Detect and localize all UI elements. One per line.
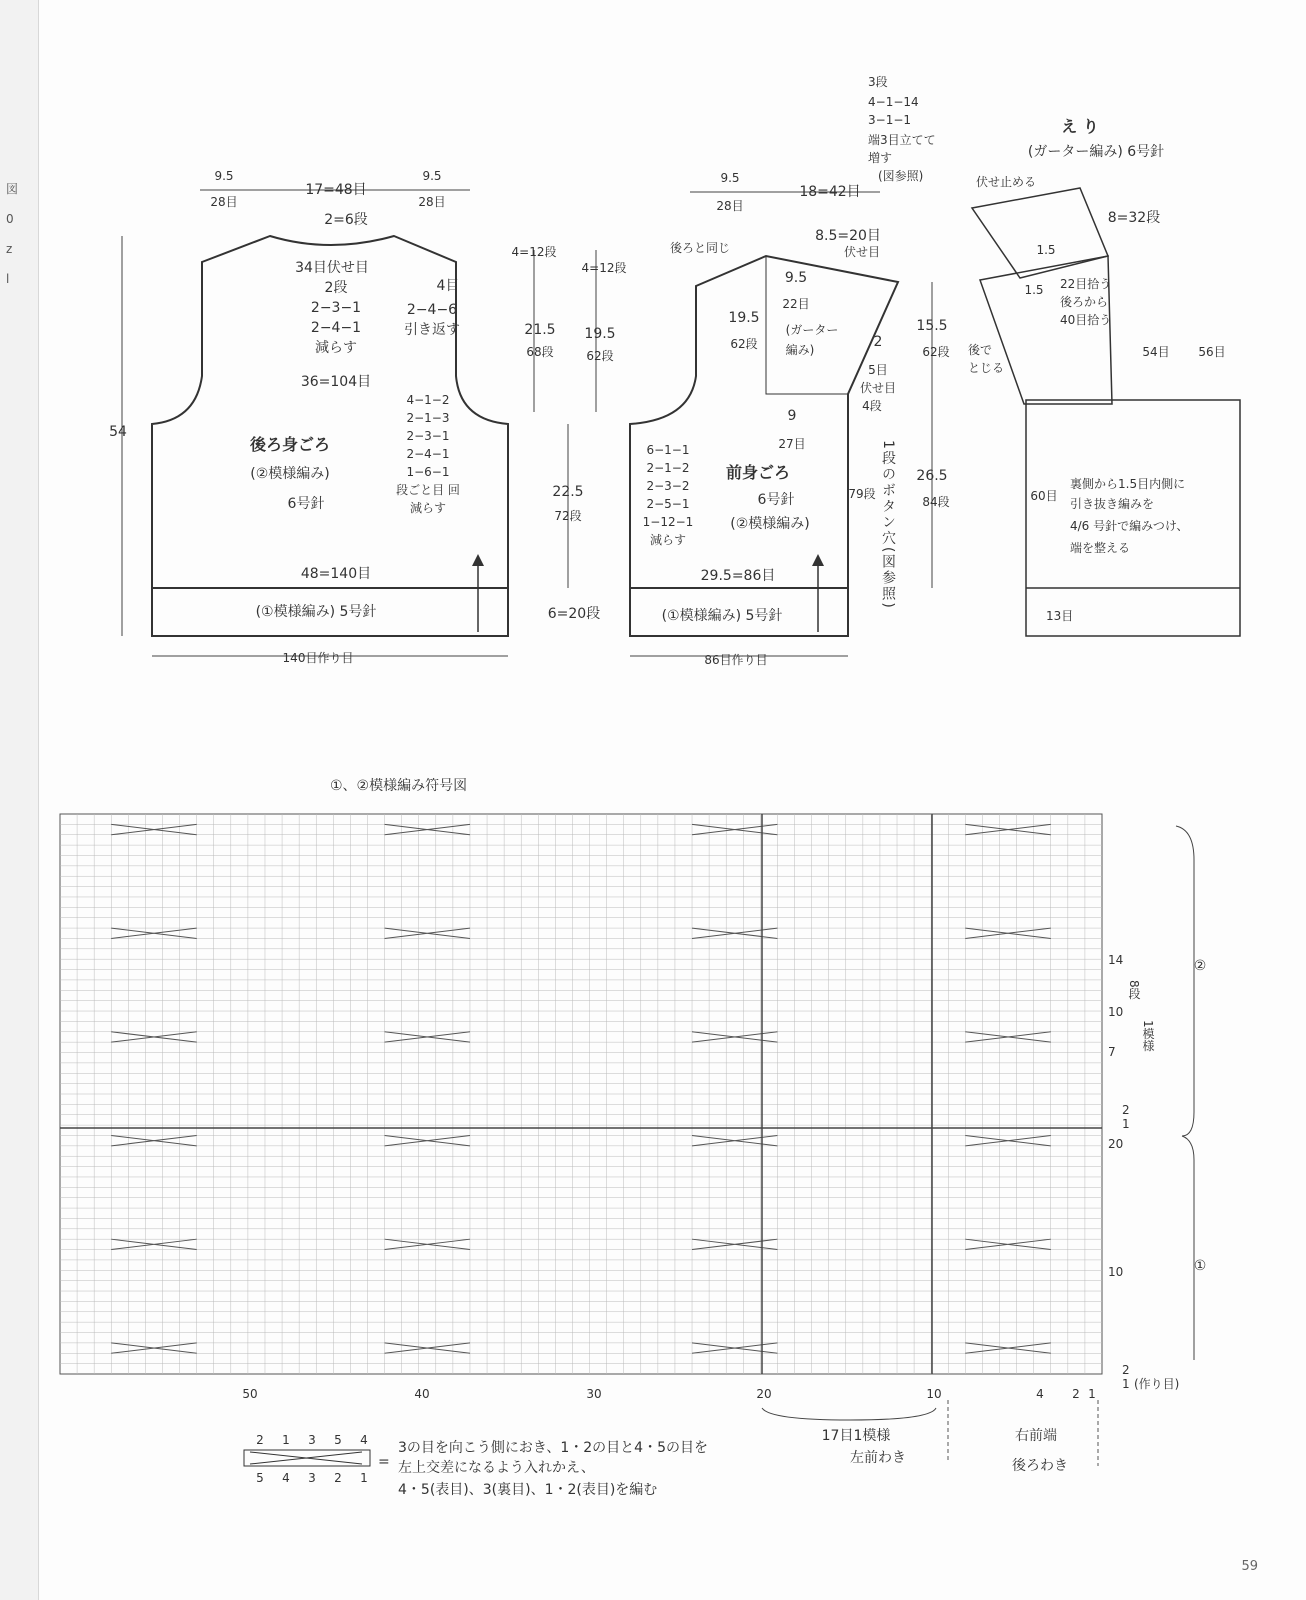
front-hem-pattern: (①模様編み) 5号針 [661,608,783,624]
cable-symbol [111,928,196,938]
col-label: 1 [1088,1387,1096,1401]
legend-bot: 4 [282,1471,290,1485]
front-width-top: 18=42目 [799,184,861,200]
cable-symbol [965,1135,1050,1145]
inc-note-1: 3段 [868,75,888,89]
shoulder-dec-2: 2−4−6 [406,302,458,318]
shoulder-dec-1: 4目 [436,278,460,294]
armhole-dec-6: 段ごと目 回 [396,483,460,497]
collar-note-3: 4/6 号針で編みつけ、 [1070,519,1189,533]
collar-rows: 8=32段 [1107,210,1161,226]
legend-bot: 1 [360,1471,368,1485]
gutter-mark: l [6,272,10,286]
armhole-dec-5: 1−6−1 [406,465,450,479]
row-label: 20 [1108,1137,1124,1151]
front-neck-c: 伏せ目 [859,381,897,395]
legend-top: 3 [308,1433,316,1447]
cast-on-label: (作り目) [1134,1377,1180,1391]
front-neck-b: 5目 [868,363,888,377]
gutter-mark: 0 [6,212,14,226]
back-hem-pattern: (①模様編み) 5号針 [255,604,377,620]
front-rows-79: 79段 [848,487,876,501]
front-side-h-st: 62段 [730,337,758,351]
dim-b1-st: 68段 [526,345,554,359]
legend-bot: 5 [256,1471,264,1485]
legend-text-3: 4・5(表目)、3(裏目)、1・2(表目)を編む [398,1482,658,1498]
inc-note-5: 増す [868,151,893,165]
stitch-chart-grid [60,814,1102,1374]
front-collar-bind: 8.5=20目 [815,228,881,244]
dim-b2: 19.5 [584,326,616,342]
cable-symbol [111,1239,196,1249]
back-title: 後ろ身ごろ [249,435,331,454]
collar-56: 56目 [1198,345,1226,359]
collar-close-2: とじる [968,361,1005,375]
legend-top: 1 [282,1433,290,1447]
front-garter-w: 9.5 [784,270,808,286]
dim-a2: 4=12段 [581,261,627,275]
back-needle: 6号針 [287,496,325,512]
neck-dec-1: 2段 [324,280,348,296]
front-garter-2: 編み) [785,343,815,357]
front-pattern: (②模様編み) [730,516,810,532]
back-chest: 36=104目 [300,374,372,390]
armhole-dec-2: 2−1−3 [406,411,450,425]
dim-d: 6=20段 [547,606,601,622]
row-label: 2 [1122,1363,1130,1377]
col-label: 30 [586,1387,602,1401]
chart-title: ①、②模様編み符号図 [330,778,468,794]
repeat-rows-1: 8段 [1127,980,1141,1000]
neck-dec-3: 2−4−1 [310,320,362,336]
inc-note-6: (図参照) [878,169,924,183]
collar-pick3: 40目拾う [1060,313,1112,327]
cable-symbol [111,1032,196,1042]
front-dec-4: 2−5−1 [646,497,690,511]
cable-symbol [385,824,470,834]
gutter-mark: z [6,242,13,256]
collar-close-1: 後で [968,343,993,357]
back-shoulder-l-st: 28目 [210,195,238,209]
front-h1: 15.5 [916,318,948,334]
row-label: 2 [1122,1103,1130,1117]
cable-symbol [965,824,1050,834]
back-cast-on: 140目作り目 [282,651,354,665]
collar-sub: (ガーター編み) 6号針 [1027,144,1165,160]
dim-b1: 21.5 [524,322,556,338]
cable-symbol [385,1032,470,1042]
front-center-st: 27目 [778,437,806,451]
armhole-dec-3: 2−3−1 [406,429,450,443]
cable-symbol [111,1343,196,1353]
legend-top: 4 [360,1433,368,1447]
cable-symbol [692,1239,777,1249]
cable-legend [244,1433,708,1498]
repeat-rows-2: 1模様 [1141,1020,1155,1052]
col-label: 50 [242,1387,258,1401]
legend-bot: 3 [308,1471,316,1485]
cable-symbol [692,928,777,938]
right-front: 右前端 [1015,1428,1057,1444]
dim-c: 22.5 [552,484,584,500]
front-center-w: 9 [787,408,797,424]
row-label: 1 [1122,1117,1130,1131]
front-same-as-back: 後ろと同じ [669,241,731,255]
collar-outline [972,188,1108,278]
armhole-dec-7: 減らす [409,501,447,515]
cable-symbol [692,1032,777,1042]
collar-bind-off: 伏せ止める [976,175,1037,189]
collar-pick2: 後ろから [1060,295,1109,309]
cable-symbol [692,824,777,834]
back-shoulder-r: 9.5 [422,169,442,183]
neck-dec-4: 減らす [315,340,357,356]
row-label: 7 [1108,1045,1116,1059]
back-neck-depth: 2=6段 [324,212,368,228]
cable-symbol [965,1239,1050,1249]
front-band-outline [1026,400,1240,636]
front-neck-a: 2 [873,334,883,350]
front-garter-1: (ガーター [785,323,839,337]
collar-v1: 1.5 [1036,243,1056,257]
row-label: 10 [1108,1265,1124,1279]
section-2: ② [1193,958,1207,974]
collar-54: 54目 [1142,345,1170,359]
legend-top: 5 [334,1433,342,1447]
dim-c-st: 72段 [554,509,582,523]
col-label: 10 [926,1387,942,1401]
col-label: 40 [414,1387,430,1401]
legend-eq: = [378,1454,390,1470]
armhole-dec-4: 2−4−1 [406,447,450,461]
back-side: 後ろわき [1012,1458,1068,1474]
collar-note-2: 引き抜き編みを [1070,497,1155,511]
row-label: 10 [1108,1005,1124,1019]
front-h2: 26.5 [916,468,948,484]
dim-b2-st: 62段 [586,349,614,363]
cable-symbol [385,1135,470,1145]
collar-13: 13目 [1046,609,1074,623]
back-neck-width: 17=48目 [305,182,367,198]
front-collar-bind2: 伏せ目 [843,245,881,259]
back-neck-bind: 34目伏せ目 [295,260,369,276]
legend-top: 2 [256,1433,264,1447]
collar-note-1: 裏側から1.5目内側に [1070,477,1186,491]
front-h1-st: 62段 [922,345,950,359]
cable-symbol [692,1135,777,1145]
cable-symbol [385,928,470,938]
front-shoulder-st: 28目 [716,199,744,213]
cable-symbol [111,824,196,834]
cable-symbol [111,1135,196,1145]
front-title: 前身ごろ [725,463,791,482]
front-dec-3: 2−3−2 [646,479,690,493]
front-dec-2: 2−1−2 [646,461,690,475]
armhole-dec-1: 4−1−2 [406,393,450,407]
front-side-h: 19.5 [728,310,760,326]
neck-dec-2: 2−3−1 [310,300,362,316]
collar-60: 60目 [1030,489,1058,503]
front-shoulder: 9.5 [720,171,740,185]
col-label: 4 [1036,1387,1044,1401]
cable-symbol [965,1032,1050,1042]
inc-note-2: 4−1−14 [868,95,919,109]
back-pattern: (②模様編み) [250,466,330,482]
front-buttonhole: 1段のボタン穴(図参照) [880,440,896,610]
collar-pick1: 22目拾う [1060,277,1112,291]
legend-text-1: 3の目を向こう側におき、1・2の目と4・5の目を [398,1440,708,1456]
legend-text-2: 左上交差になるよう入れかえ、 [398,1460,595,1476]
front-neck-d: 4段 [862,399,882,413]
back-shoulder-r-st: 28目 [418,195,446,209]
collar-title: え り [1061,117,1099,136]
front-hem-width: 29.5=86目 [700,568,776,584]
front-cast-on: 86目作り目 [704,653,768,667]
col-label: 2 [1072,1387,1080,1401]
gutter-mark: 図 [6,182,19,196]
front-dec-1: 6−1−1 [646,443,690,457]
cable-symbol [385,1239,470,1249]
front-garter-st: 22目 [782,297,810,311]
back-shoulder-l: 9.5 [214,169,234,183]
shoulder-dec-3: 引き返す [404,322,460,338]
inc-note-3: 3−1−1 [868,113,912,127]
page-number: 59 [1241,1559,1258,1574]
cable-symbol [385,1343,470,1353]
back-height: 54 [109,424,127,440]
collar-v2: 1.5 [1024,283,1044,297]
front-h2-st: 84段 [922,495,950,509]
front-needle: 6号針 [757,492,795,508]
cable-symbol [965,928,1050,938]
section-1: ① [1193,1258,1207,1274]
row-label: 1 [1122,1377,1130,1391]
back-hem-width: 48=140目 [300,566,372,582]
cable-symbol [965,1343,1050,1353]
inc-note-4: 端3目立てて [868,133,936,147]
dim-a1: 4=12段 [511,245,557,259]
legend-bot: 2 [334,1471,342,1485]
left-side: 左前わき [850,1450,906,1466]
repeat-cols: 17目1模様 [821,1428,891,1444]
cable-symbol [692,1343,777,1353]
col-label: 20 [756,1387,772,1401]
row-label: 14 [1108,953,1124,967]
collar-note-4: 端を整える [1070,541,1131,555]
front-dec-6: 減らす [649,533,687,547]
front-dec-5: 1−12−1 [642,515,694,529]
